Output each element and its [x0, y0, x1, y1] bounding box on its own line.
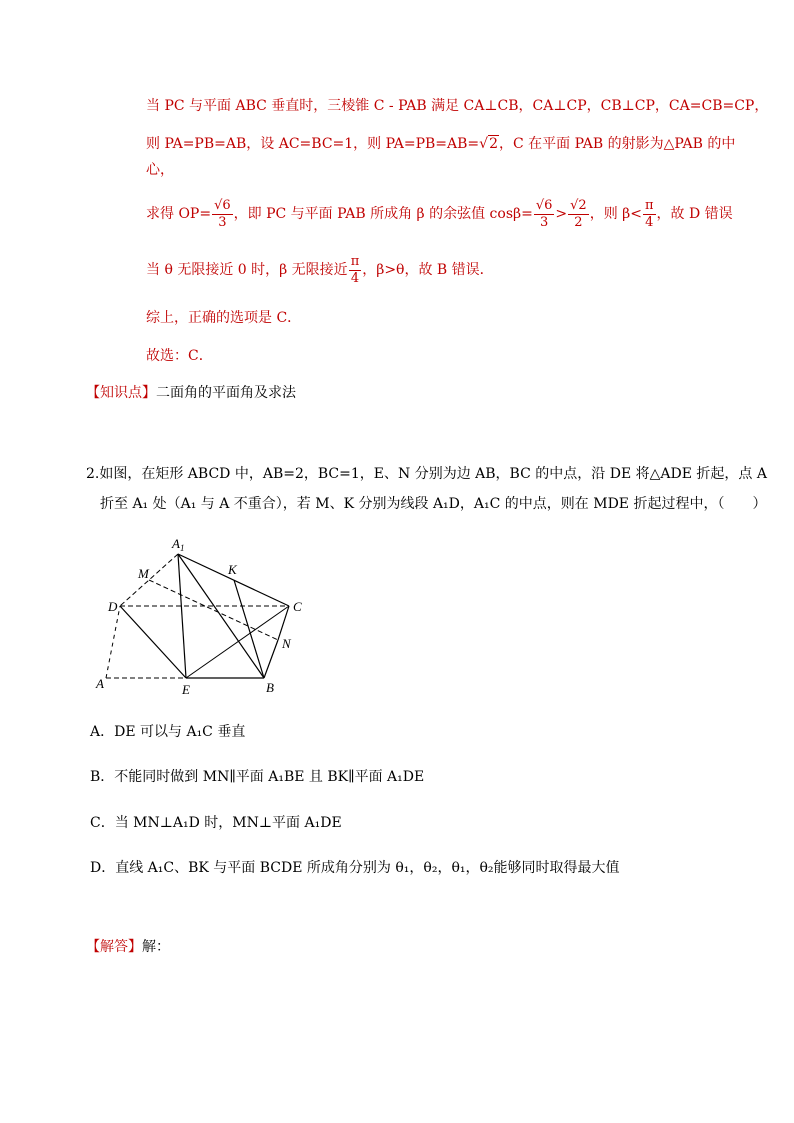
fraction-pi4: $\frac{\pi}{4}$ [644, 197, 654, 230]
solution-line-4-a: 求得 OP= [146, 206, 212, 222]
segment-DE [120, 606, 186, 678]
knowledge-point [86, 383, 296, 403]
label-M: M [138, 566, 149, 581]
fraction-sqrt2: $\frac{√2}{2}$ [570, 197, 587, 230]
solution-line-2 [146, 134, 735, 154]
sqrt-2: √2 [479, 136, 498, 152]
answer-header [86, 937, 170, 957]
segment-BK [234, 580, 264, 678]
label-K: K [228, 562, 237, 577]
fraction-op: $\frac{√6}{3}$ [214, 197, 231, 230]
solution-line-4 [146, 196, 733, 232]
segment-AD [106, 606, 120, 678]
geometry-figure [86, 532, 316, 702]
label-A1: $A_1$ [172, 536, 185, 553]
segment-A1E [178, 554, 186, 678]
label-B: B [266, 680, 274, 695]
option-b: B．不能同时做到 MN∥平面 A₁BE 且 BK∥平面 A₁DE [90, 769, 425, 785]
solution-line-5-b: ，β>θ，故 B 错误． [362, 262, 494, 278]
solution-choice: 故选：C． [146, 348, 213, 364]
solution-line-3: 心， [146, 162, 174, 178]
fraction-cos: $\frac{√6}{3}$ [535, 197, 553, 230]
solution-conclusion: 综上，正确的选项是 C． [146, 310, 302, 326]
solution-line-5 [146, 252, 494, 288]
solution-line-2-a: 则 PA=PB=AB，设 AC=BC=1，则 PA=PB=AB= [146, 136, 480, 152]
solution-line-5-a: 当 θ 无限接近 0 时，β 无限接近 [146, 262, 348, 278]
segment-MN [149, 580, 278, 640]
segment-NB [264, 640, 278, 678]
solution-line-4-d: ，故 D 错误 [656, 206, 733, 222]
answer-bracket: 【解答】 [86, 939, 142, 955]
question-line-1: 2.如图，在矩形 ABCD 中，AB=2，BC=1，E、N 分别为边 AB，BC 的中点，沿 DE 将△ADE 折起，点 A [86, 466, 767, 482]
solution-line-4-c: ，则 β< [589, 206, 642, 222]
solution-line-4-b: ，即 PC 与平面 PAB 所成角 β 的余弦值 cosβ= [233, 206, 533, 222]
label-D: D [108, 599, 118, 614]
option-c: C．当 MN⊥A₁D 时，MN⊥平面 A₁DE [90, 815, 342, 831]
segment-DB-dash [120, 606, 264, 678]
label-C: C [293, 599, 302, 614]
gt-sign: > [555, 206, 568, 222]
knowledge-text: 二面角的平面角及求法 [156, 385, 296, 401]
knowledge-bracket: 【知识点】 [86, 385, 156, 401]
question-line-2: 折至 A₁ 处（A₁ 与 A 不重合），若 M、K 分别为线段 A₁D，A₁C 的中点，则在 MDE 折起过程中，（ ） [100, 496, 767, 512]
label-N: N [282, 636, 291, 651]
option-a: A．DE 可以与 A₁C 垂直 [90, 724, 246, 740]
segment-EC [186, 606, 289, 678]
segment-CN-B [278, 606, 289, 640]
solution-line-2-c: ，C 在平面 PAB 的射影为△PAB 的中 [499, 136, 736, 152]
label-A: A [96, 676, 104, 691]
solution-line-1: 当 PC 与平面 ABC 垂直时，三棱锥 C - PAB 满足 CA⊥CB，CA⊥CP，CB⊥CP，CA=CB=CP， [146, 98, 769, 114]
label-E: E [182, 682, 190, 697]
answer-text: 解： [142, 939, 170, 955]
segment-A1B [178, 554, 264, 678]
fraction-pi4-2: $\frac{\pi}{4}$ [350, 253, 360, 286]
option-d: D．直线 A₁C、BK 与平面 BCDE 所成角分别为 θ₁，θ₂，θ₁，θ₂能够同时取得最大值 [90, 860, 620, 876]
